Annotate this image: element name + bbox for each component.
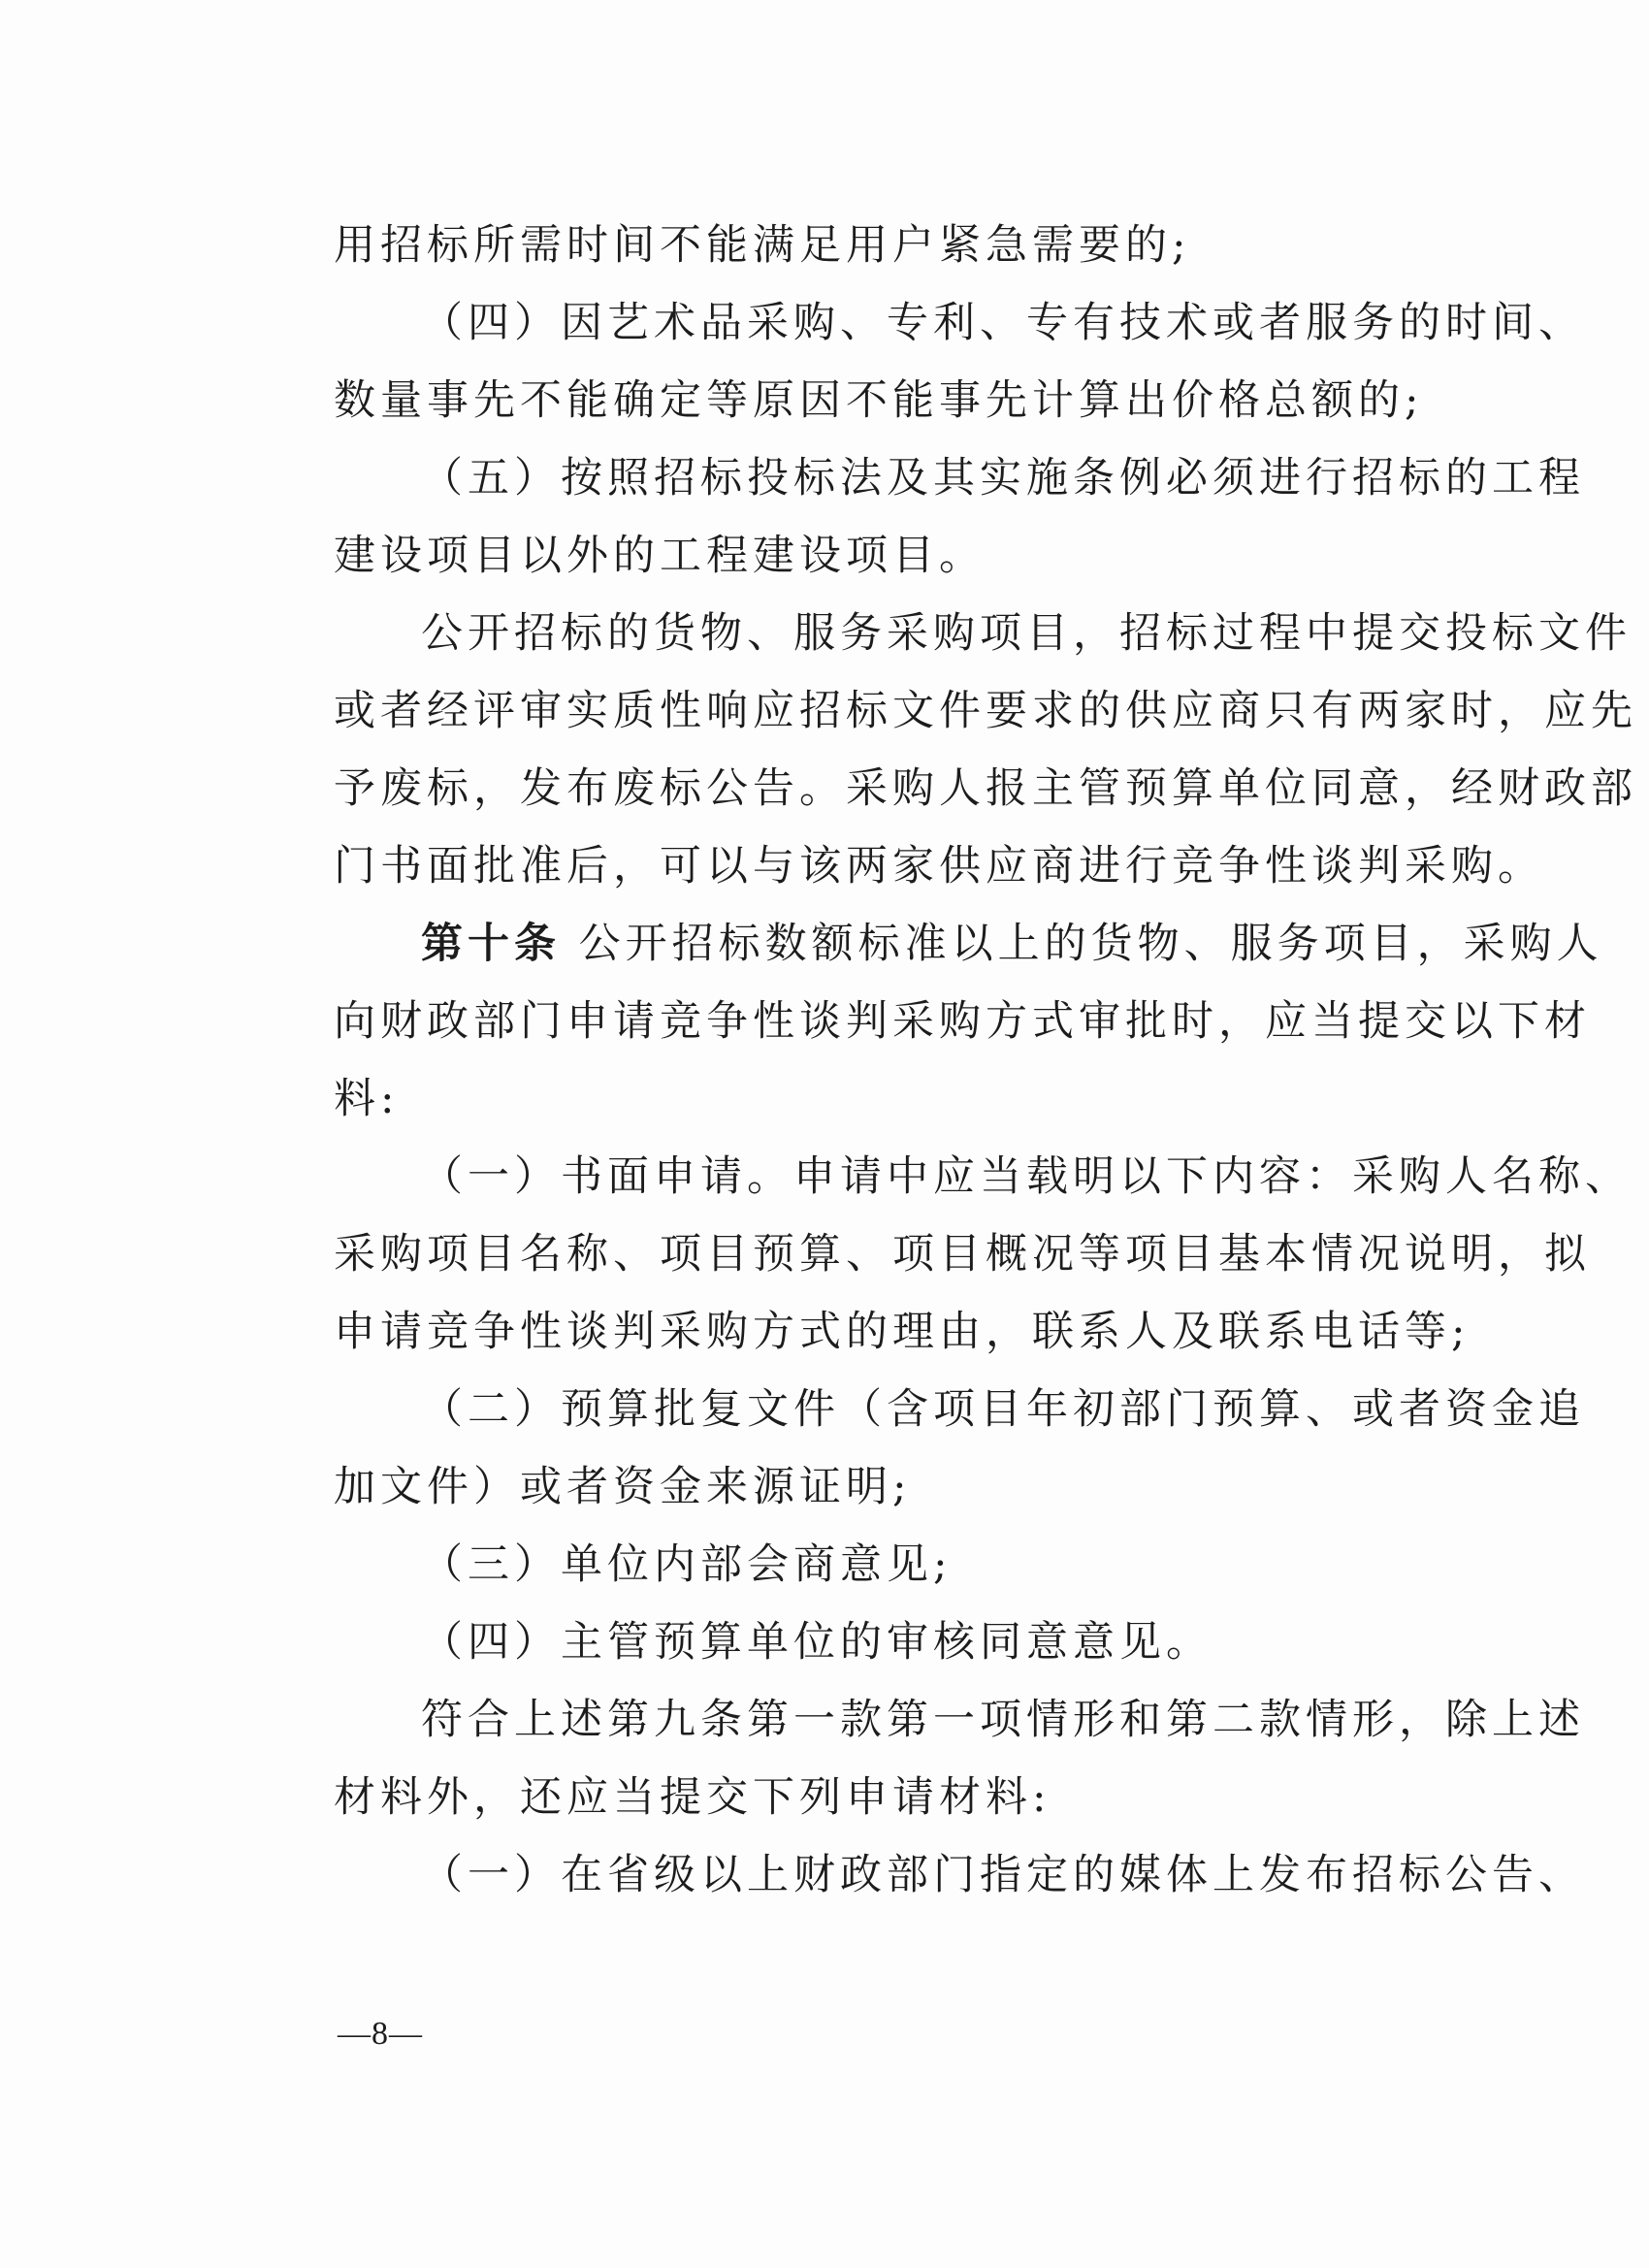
text-line: 数量事先不能确定等原因不能事先计算出价格总额的;: [334, 376, 1424, 425]
article-text: 公开招标数额标准以上的货物、服务项目，采购人: [578, 920, 1603, 968]
text-line: 加文件）或者资金来源证明;: [334, 1463, 912, 1511]
text-line: 向财政部门申请竞争性谈判采购方式审批时，应当提交以下材: [334, 997, 1591, 1046]
text-line: 或者经评审实质性响应招标文件要求的供应商只有两家时，应先: [334, 687, 1637, 735]
text-line: （一）书面申请。申请中应当载明以下内容：采购人名称、: [421, 1152, 1632, 1201]
text-line: 采购项目名称、项目预算、项目概况等项目基本情况说明，拟: [334, 1230, 1591, 1279]
text-line: （五）按照招标投标法及其实施条例必须进行招标的工程: [421, 454, 1585, 502]
text-line: 符合上述第九条第一款第一项情形和第二款情形，除上述: [421, 1696, 1585, 1744]
text-line: 料:: [334, 1075, 400, 1123]
page-number: —8—: [338, 2016, 423, 2052]
text-line: 申请竞争性谈判采购方式的理由，联系人及联系电话等;: [334, 1308, 1471, 1356]
text-line: （四）主管预算单位的审核同意意见。: [421, 1618, 1212, 1667]
text-line: （三）单位内部会商意见;: [421, 1540, 953, 1589]
text-line: （一）在省级以上财政部门指定的媒体上发布招标公告、: [421, 1851, 1585, 1899]
article-heading: 第十条: [421, 920, 561, 968]
text-line: 用招标所需时间不能满足用户紧急需要的;: [334, 221, 1191, 270]
text-line: 公开招标的货物、服务采购项目，招标过程中提交投标文件: [421, 609, 1632, 658]
text-line: 予废标，发布废标公告。采购人报主管预算单位同意，经财政部: [334, 764, 1637, 813]
text-line: 材料外，还应当提交下列申请材料:: [334, 1773, 1051, 1822]
article-line: [421, 910, 1603, 978]
text-line: 建设项目以外的工程建设项目。: [334, 532, 986, 580]
text-line: （二）预算批复文件（含项目年初部门预算、或者资金追: [421, 1385, 1585, 1434]
text-line: 门书面批准后，可以与该两家供应商进行竞争性谈判采购。: [334, 842, 1544, 891]
text-line: （四）因艺术品采购、专利、专有技术或者服务的时间、: [421, 299, 1585, 347]
